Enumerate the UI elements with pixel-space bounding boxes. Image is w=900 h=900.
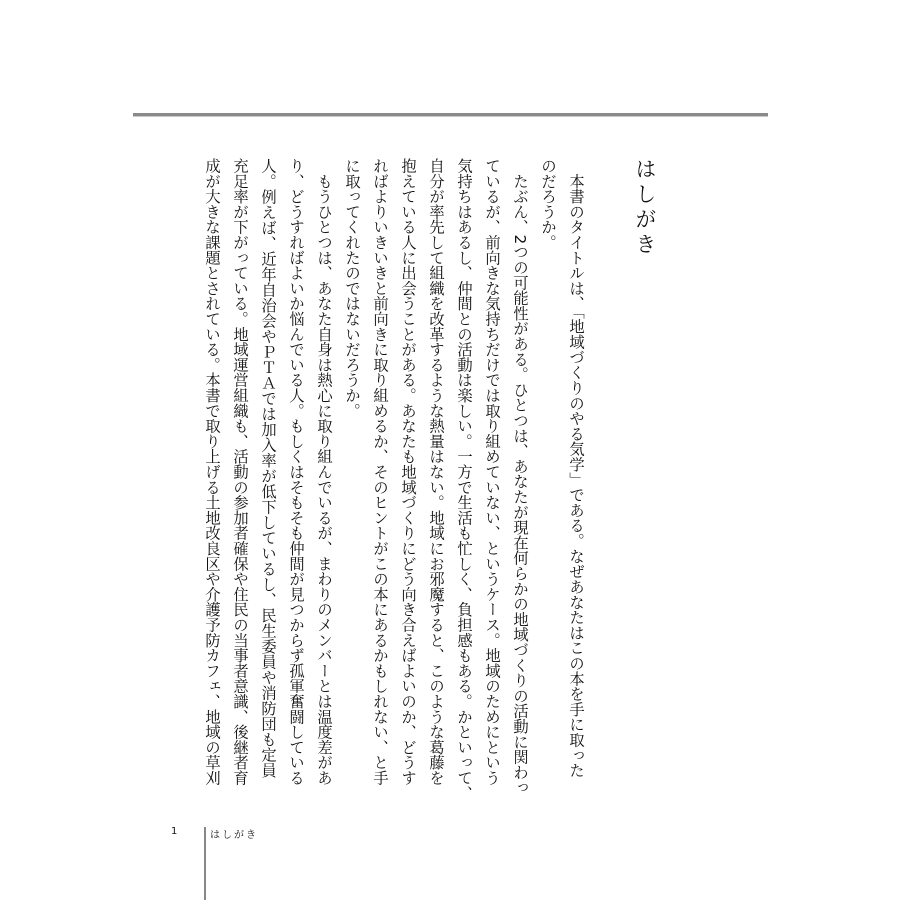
text-column: に取ってくれたのではないだろうか。 — [343, 158, 361, 419]
text-column: 気持ちはあるし、仲間との活動は楽しい。一方で生活も忙しく、負担感もある。かといって、 — [455, 158, 473, 801]
text-column: 充足率が下がっている。地域運営組織も、活動の参加者確保や住民の当事者意識、後継者育 — [231, 158, 249, 786]
text-column: ればよりいきいきと前向きに取り組めるか、そのヒントがこの本にあるかもしれない、と手 — [371, 158, 389, 786]
running-head: はしがき — [210, 830, 258, 841]
header-rule — [133, 113, 768, 117]
text-column: のだろうか。 — [539, 158, 557, 250]
body-text — [198, 158, 590, 801]
text-column: もうひとつは、あなた自身は熱心に取り組んでいるが、まわりのメンバーとは温度差があ — [315, 158, 333, 786]
text-column: たぶん、2つの可能性がある。ひとつは、あなたが現在何らかの地域づくりの活動に関わっ — [511, 158, 529, 796]
text-column: り、どうすればよいか悩んでいる人。もしくはそもそも仲間が見つからず孤軍奮闘している — [287, 158, 305, 786]
page-number: 1 — [171, 826, 178, 837]
text-column: 人。例えば、近年自治会やＰＴＡでは加入率が低下しているし、民生委員や消防団も定員 — [259, 158, 277, 778]
chapter-title: はしがき — [633, 158, 657, 258]
text-column: 本書のタイトルは、「地域づくりのやる気学」である。なぜあなたはこの本を手に取った — [567, 158, 585, 778]
text-column: 成が大きな課題とされている。本書で取り上げる土地改良区や介護予防カフェ、地域の草刈 — [203, 158, 221, 786]
text-column: 抱えている人に出会うことがある。あなたも地域づくりにどう向き合えばよいのか、どうす — [399, 158, 417, 786]
text-column: ているが、前向きな気持ちだけでは取り組めていない、というケース。地域のためにという — [483, 158, 501, 786]
footer-divider — [204, 827, 206, 900]
text-column: 自分が率先して組織を改革するような熱量はない。地域にお邪魔すると、このような葛藤を — [427, 158, 445, 786]
